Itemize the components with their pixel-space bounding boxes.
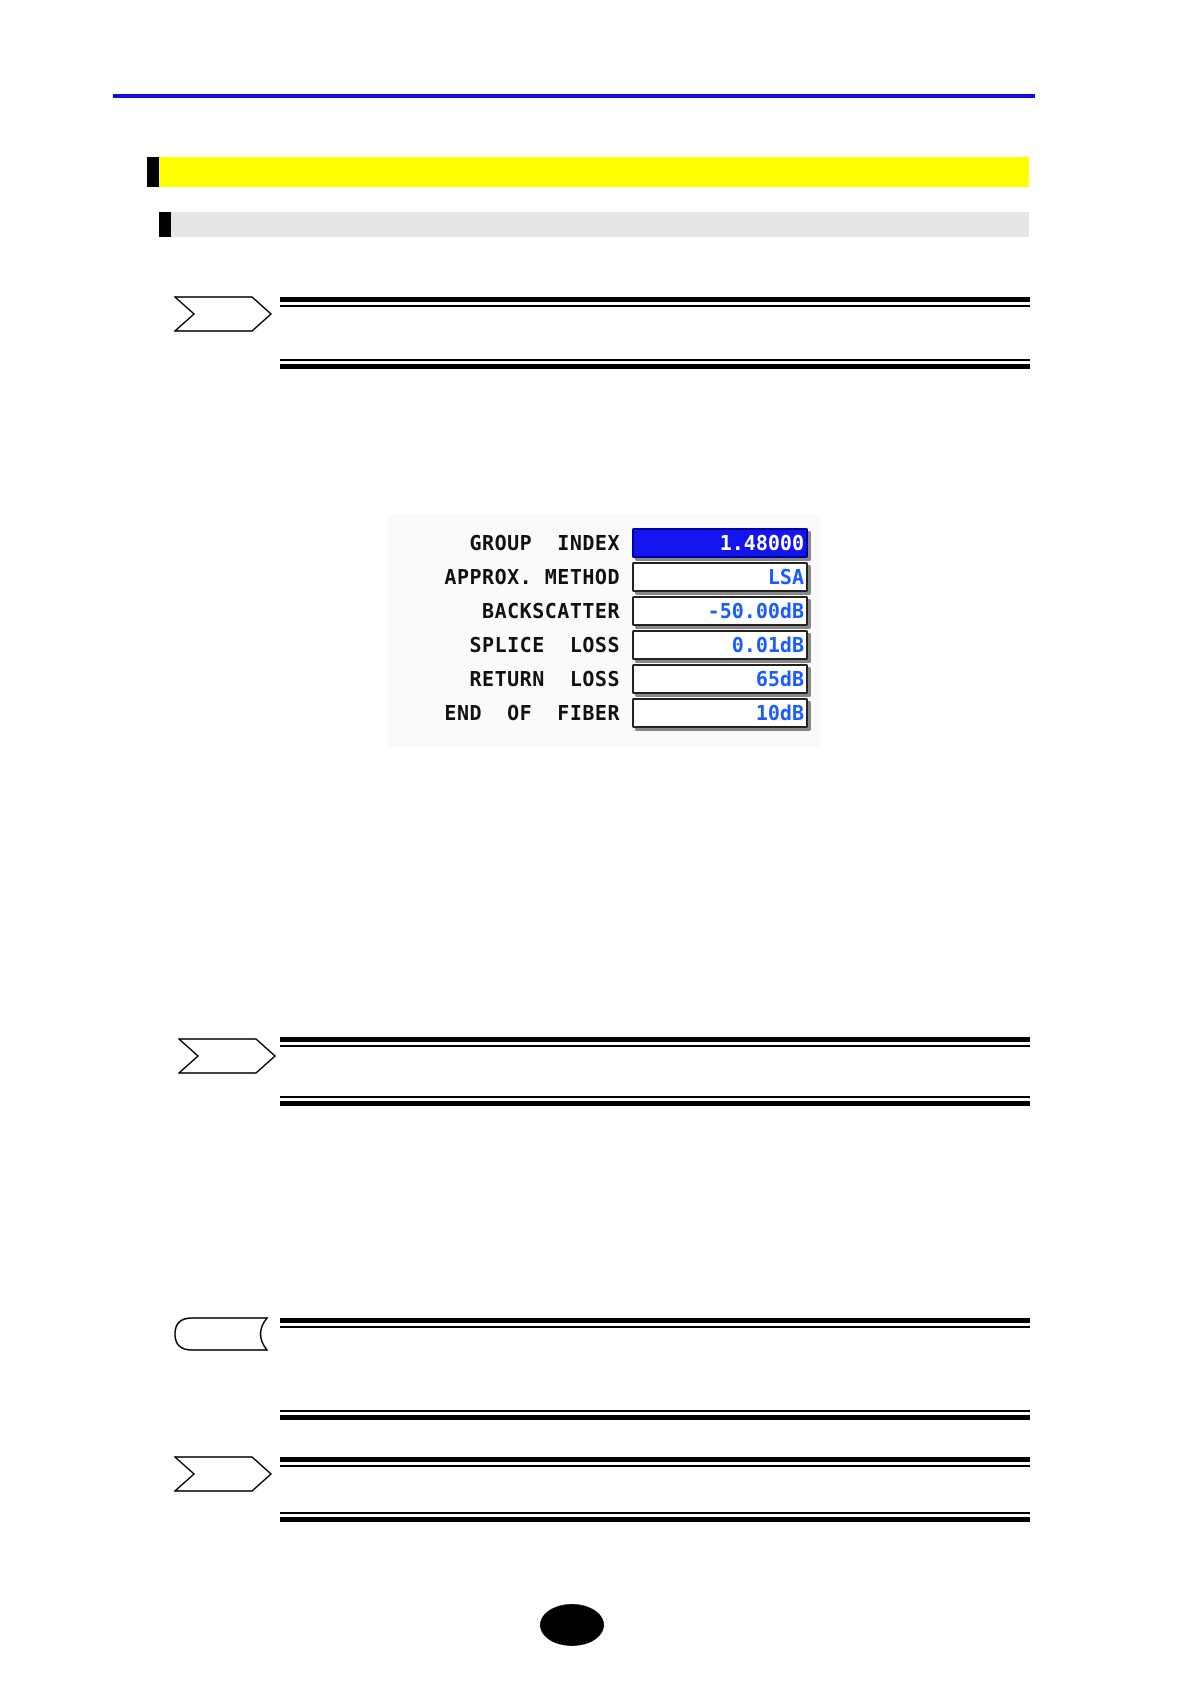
settings-row-splice-loss [388, 630, 820, 660]
callout-box-2 [0, 1035, 1190, 1105]
settings-row-group-index [388, 528, 820, 558]
chevron-tag-icon [174, 1455, 274, 1493]
page-number-oval [540, 1604, 604, 1646]
callout-rule-top [280, 1457, 1030, 1467]
row-label: BACKSCATTER [482, 599, 620, 623]
callout-box-1 [0, 293, 1190, 373]
row-label: RETURN LOSS [469, 667, 620, 691]
field-value: -50.00dB [707, 599, 804, 623]
settings-row-end-of-fiber [388, 698, 820, 728]
field-value: 1.48000 [719, 531, 804, 555]
header-rule [113, 94, 1035, 98]
callout-rule-bottom [280, 1512, 1030, 1522]
chevron-tag-icon [174, 295, 274, 333]
return-loss-field[interactable] [632, 664, 808, 694]
callout-rule-bottom [280, 359, 1030, 369]
callout-rule-bottom [280, 1410, 1030, 1420]
row-label: GROUP INDEX [469, 531, 620, 555]
settings-row-backscatter [388, 596, 820, 626]
callout-rule-top [280, 1037, 1030, 1047]
approx-method-field[interactable] [632, 562, 808, 592]
splice-loss-field[interactable] [632, 630, 808, 660]
callout-box-3 [0, 1314, 1190, 1424]
row-label: END OF FIBER [444, 701, 620, 725]
end-of-fiber-field[interactable] [632, 698, 808, 728]
parameter-settings-screen [388, 515, 820, 747]
callout-rule-bottom [280, 1096, 1030, 1106]
callout-box-4 [0, 1453, 1190, 1523]
settings-row-approx-method [388, 562, 820, 592]
row-label: APPROX. METHOD [444, 565, 620, 589]
section-heading-bar [147, 157, 1029, 187]
callout-rule-top [280, 1318, 1030, 1328]
field-value: 10dB [755, 701, 804, 725]
subsection-heading-marker [159, 212, 171, 237]
rounded-tag-icon [174, 1316, 274, 1354]
field-value: 0.01dB [731, 633, 804, 657]
section-heading-marker [147, 157, 159, 187]
row-label: SPLICE LOSS [469, 633, 620, 657]
field-value: 65dB [755, 667, 804, 691]
group-index-field[interactable] [632, 528, 808, 558]
subsection-heading-bar [159, 212, 1029, 237]
field-value: LSA [767, 565, 804, 589]
settings-row-return-loss [388, 664, 820, 694]
backscatter-field[interactable] [632, 596, 808, 626]
chevron-tag-icon [178, 1037, 278, 1075]
callout-rule-top [280, 297, 1030, 307]
